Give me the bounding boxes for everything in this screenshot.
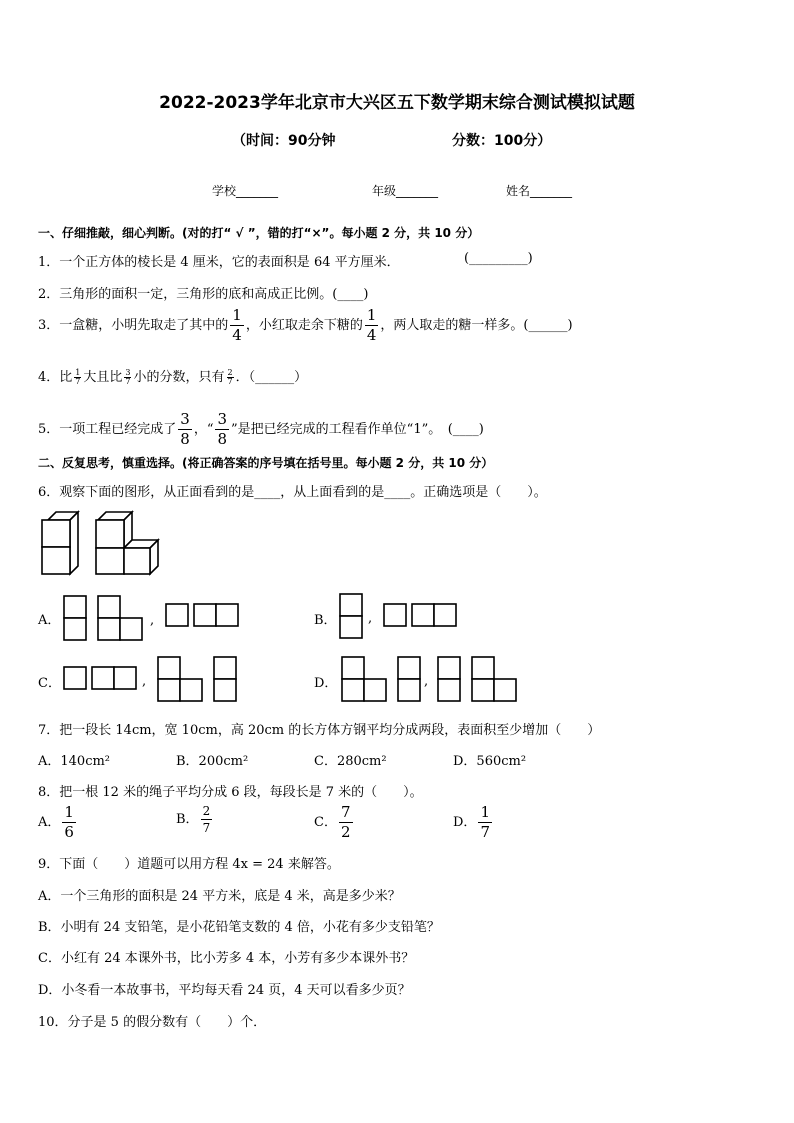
denominator: 8 (180, 430, 190, 448)
question-4-text-d: ．（______） (235, 370, 308, 385)
q7-option-a: A．140cm² (38, 754, 111, 769)
denominator: 7 (75, 377, 81, 386)
fraction-1-7 (478, 805, 492, 840)
question-4 (38, 366, 307, 386)
denominator: 6 (64, 823, 74, 841)
question-5 (38, 412, 484, 447)
question-3 (38, 308, 573, 343)
fraction-7-2 (339, 805, 353, 840)
question-3-text-b: ，小红取走余下糖的 (245, 318, 363, 333)
page-title: 2022-2023学年北京市大兴区五下数学期末综合测试模拟试题 (159, 93, 635, 113)
time-label: （时间：90分钟 (232, 133, 336, 149)
fraction-1-4 (365, 308, 379, 343)
numerator: 1 (64, 803, 74, 821)
question-5-text-b: ，“ (193, 422, 214, 437)
numerator: 3 (180, 410, 190, 428)
name-field: 姓名_______ (506, 184, 573, 198)
question-1-blank: (_________) (464, 251, 533, 266)
option-a-views (62, 594, 247, 642)
question-3-text-a: 3．一盒糖，小明先取走了其中的 (38, 318, 229, 333)
question-4-text-b: 大且比 (83, 370, 123, 385)
q9-option-a: A．一个三角形的面积是 24 平方米，底是 4 米，高是多少米？ (38, 889, 401, 904)
option-letter: C． (314, 815, 337, 830)
option-b-label: B． (314, 613, 337, 628)
denominator: 7 (125, 377, 131, 386)
numerator: 1 (232, 306, 242, 324)
denominator: 7 (227, 377, 233, 386)
question-5-text-c: ”是把已经完成的工程看作单位“1”。 (____) (231, 422, 484, 437)
svg-text:,: , (368, 611, 373, 626)
svg-text:,: , (424, 674, 429, 689)
cube-stack-left (42, 512, 78, 574)
denominator: 2 (340, 823, 351, 841)
question-9: 9．下面（ ）道题可以用方程 4x = 24 来解答。 (38, 857, 340, 872)
cube-group-right (96, 512, 158, 574)
question-2: 2．三角形的面积一定，三角形的底和高成正比例。(____) (38, 287, 369, 302)
numerator: 1 (366, 306, 377, 324)
option-letter: D． (453, 815, 477, 830)
svg-text:,: , (150, 613, 155, 628)
option-a-label: A． (38, 613, 61, 628)
option-letter: A． (38, 815, 61, 830)
section-1-heading: 一、仔细推敲，细心判断。(对的打“ √ ”，错的打“×”。每小题 2 分，共 10 分） (38, 226, 480, 240)
fraction-2-7 (227, 369, 234, 386)
grade-field: 年级_______ (372, 184, 439, 198)
q9-option-d: D．小冬看一本故事书，平均每天看 24 页，4 天可以看多少页？ (38, 983, 411, 998)
score-label: 分数：100分） (452, 133, 552, 149)
question-10: 10．分子是 5 的假分数有（ ）个． (38, 1015, 267, 1030)
numerator: 1 (75, 368, 81, 377)
numerator: 3 (125, 368, 131, 377)
question-8: 8．把一根 12 米的绳子平均分成 6 段，每段长是 7 米的（ ）。 (38, 785, 423, 800)
fraction-1-6 (62, 805, 76, 840)
q7-option-c: C．280cm² (314, 754, 387, 769)
question-5-text-a: 5．一项工程已经完成了 (38, 422, 177, 437)
q8-option-c (314, 805, 355, 840)
option-c-views (62, 655, 242, 705)
question-3-text-c: ，两人取走的糖一样多。(______) (380, 318, 573, 333)
fraction-3-8 (215, 412, 229, 447)
fraction-3-7 (124, 369, 131, 386)
option-letter: B． (176, 812, 199, 827)
numerator: 7 (340, 803, 351, 821)
q8-option-d (453, 805, 494, 840)
option-d-label: D． (314, 676, 338, 691)
denominator: 4 (366, 326, 377, 344)
option-d-views (340, 655, 525, 705)
svg-text:,: , (142, 674, 147, 689)
question-6: 6．观察下面的图形，从正面看到的是____，从上面看到的是____。正确选项是（ ）。 (38, 485, 547, 500)
q7-option-b: B．200cm² (176, 754, 249, 769)
denominator: 8 (217, 430, 228, 448)
q8-option-b (176, 805, 214, 834)
fraction-1-7 (74, 369, 81, 386)
q8-option-a (38, 805, 78, 840)
denominator: 7 (480, 823, 490, 841)
question-4-text-a: 4．比 (38, 370, 73, 385)
q9-option-c: C．小红有 24 本课外书，比小芳多 4 本，小芳有多少本课外书？ (38, 951, 415, 966)
q9-option-b: B．小明有 24 支铅笔，是小花铅笔支数的 4 倍，小花有多少支铅笔？ (38, 920, 440, 935)
question-6-solid-figures (40, 512, 165, 578)
question-7: 7．把一段长 14cm，宽 10cm，高 20cm 的长方体方钢平均分成两段，表面积至少增加（ ） (38, 723, 601, 738)
school-field: 学校_______ (212, 184, 279, 198)
numerator: 1 (480, 803, 490, 821)
option-b-views (338, 592, 468, 640)
denominator: 7 (202, 821, 211, 835)
fraction-3-8 (178, 412, 192, 447)
numerator: 3 (217, 410, 228, 428)
q7-option-d: D．560cm² (453, 754, 527, 769)
question-1: 1．一个正方体的棱长是 4 厘米，它的表面积是 64 平方厘米． (38, 255, 400, 270)
fraction-1-4 (230, 308, 244, 343)
section-2-heading: 二、反复思考，慎重选择。(将正确答案的序号填在括号里。每小题 2 分，共 10 分） (38, 456, 494, 470)
numerator: 2 (202, 804, 211, 818)
numerator: 2 (227, 368, 233, 377)
option-c-label: C． (38, 676, 61, 691)
question-4-text-c: 小的分数，只有 (133, 370, 225, 385)
fraction-2-7 (201, 805, 213, 834)
denominator: 4 (232, 326, 242, 344)
